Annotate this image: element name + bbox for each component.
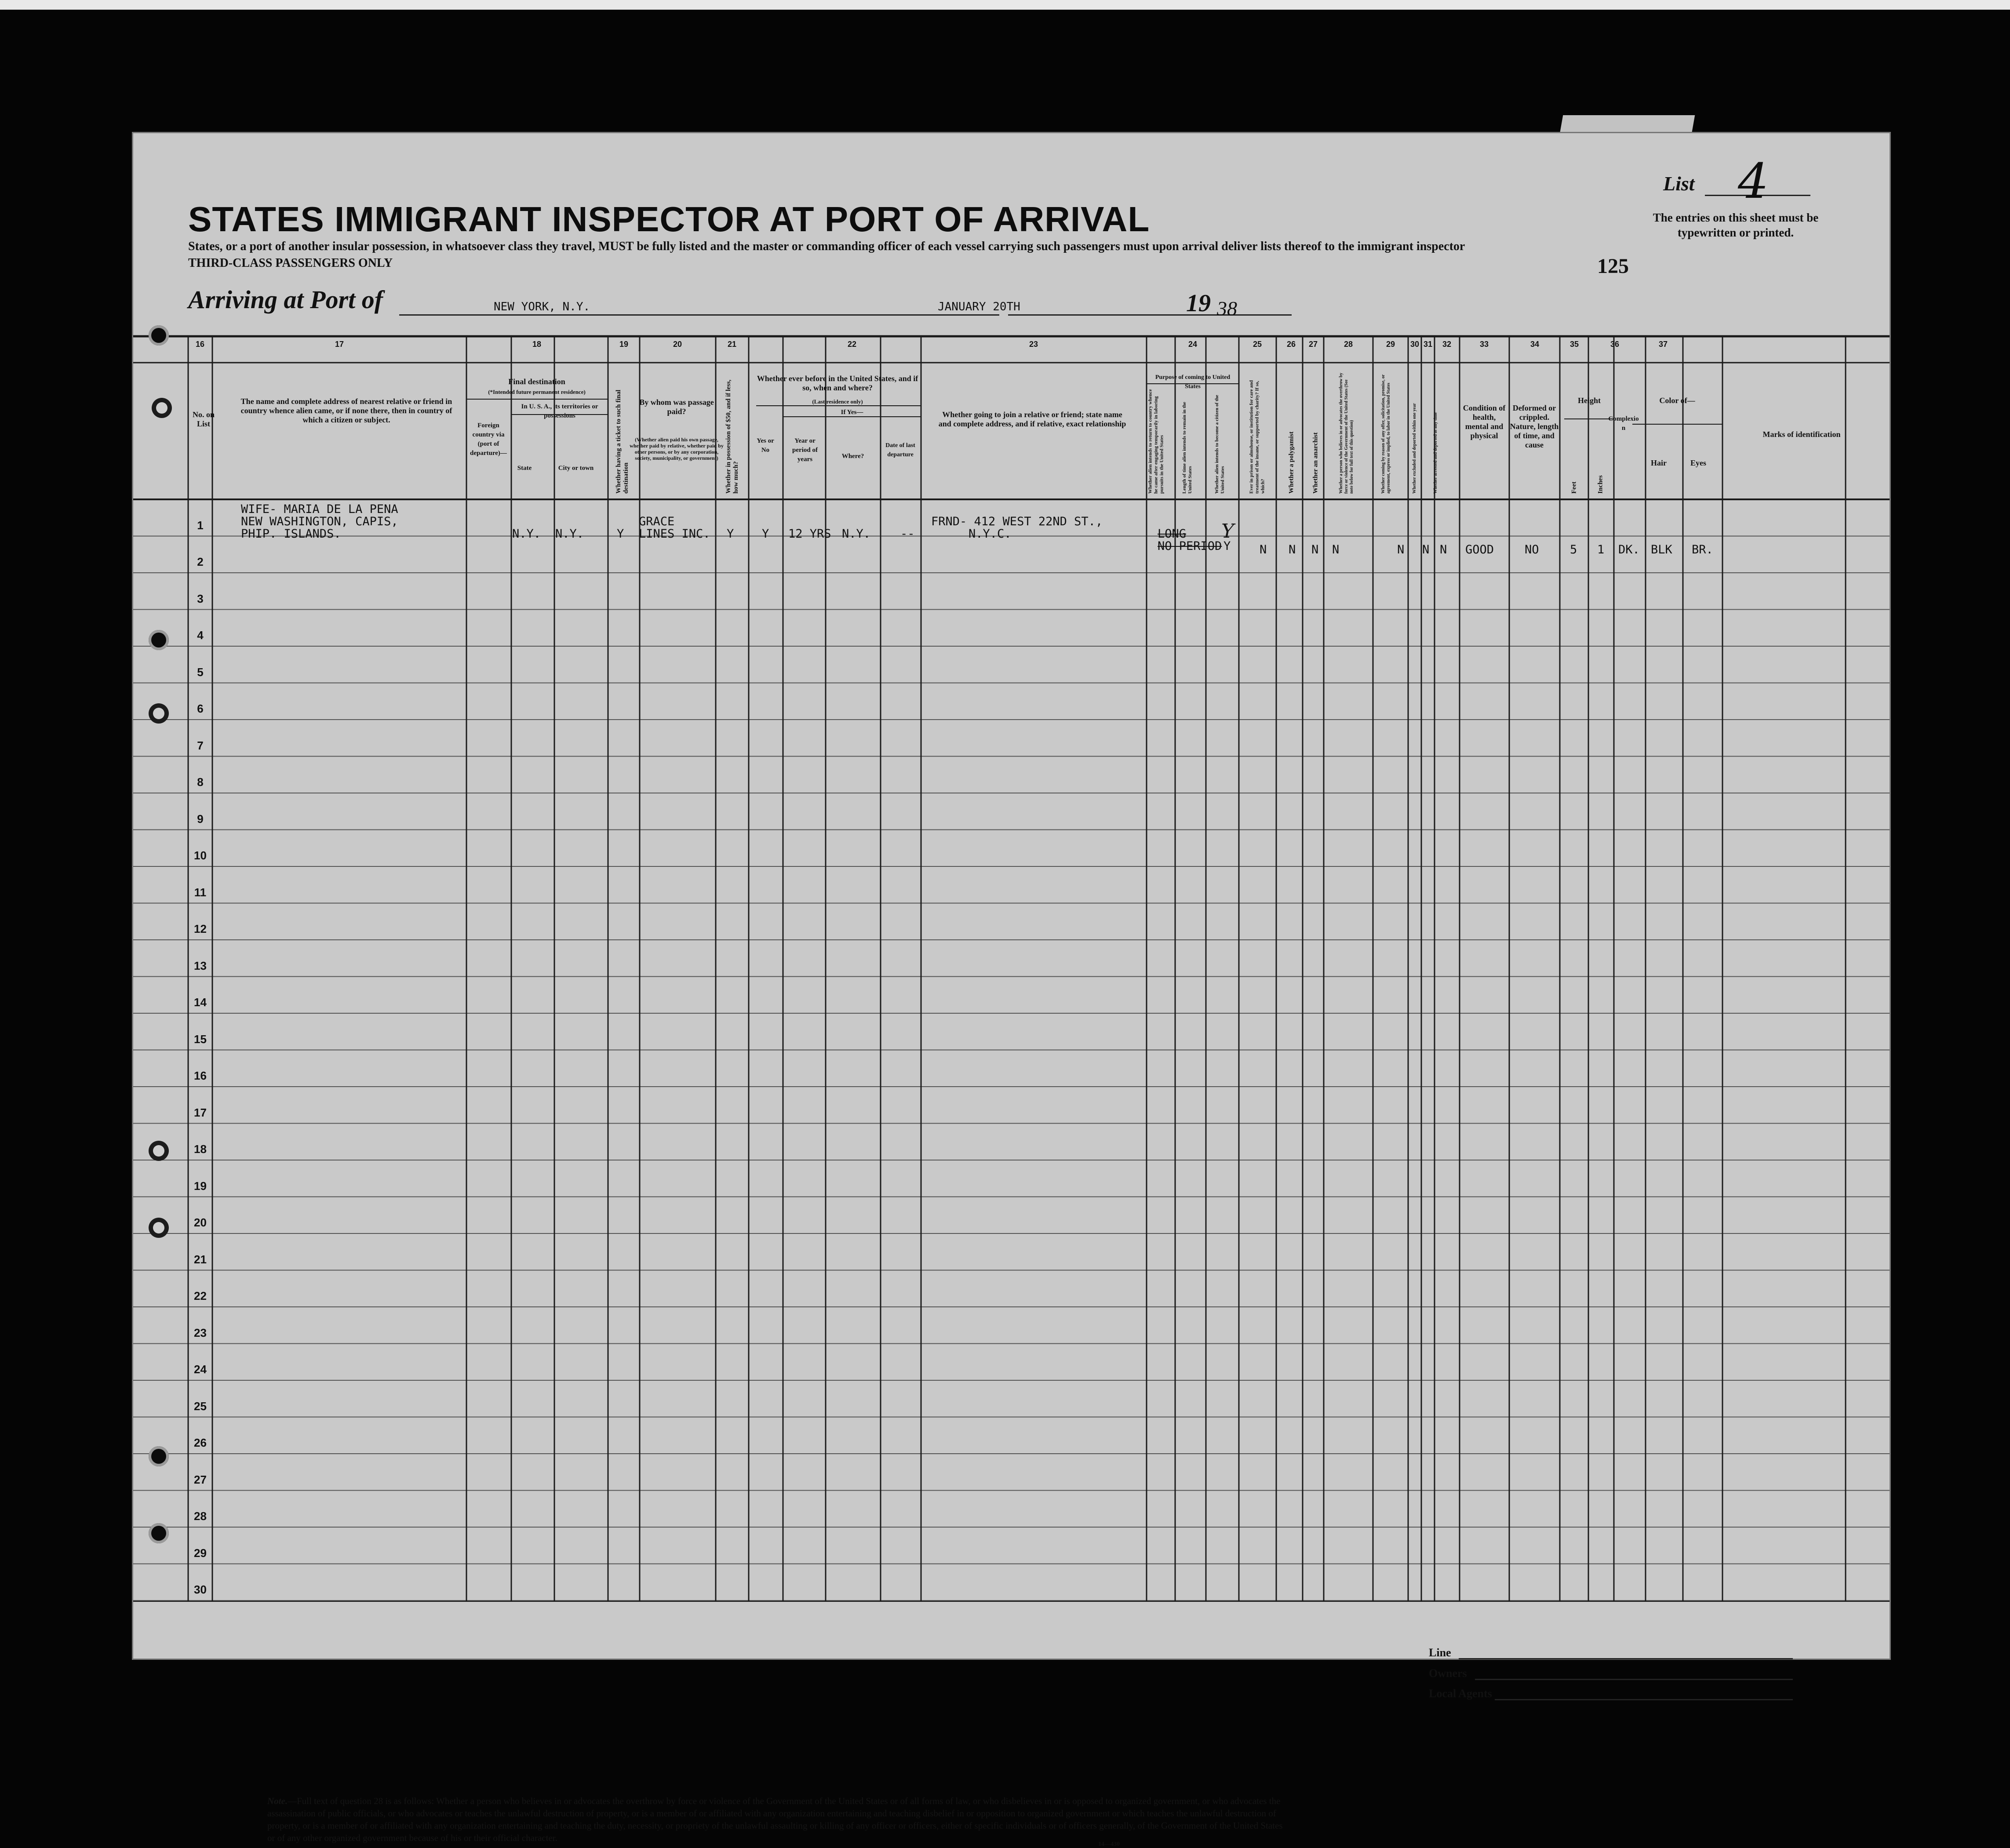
row-number: 25 — [194, 1399, 207, 1413]
entry-before: Y — [762, 527, 769, 541]
header-inches: Inches — [1597, 475, 1604, 494]
header-deformed: Deformed or crippled. Nature, length of time, and cause — [1510, 404, 1559, 449]
note-label: Note. — [267, 1796, 288, 1806]
row-number: 27 — [194, 1473, 207, 1486]
row-number: 3 — [197, 592, 204, 605]
column-number: 30 — [1410, 340, 1420, 349]
column-number: 23 — [1029, 340, 1038, 349]
column-number: 16 — [195, 340, 205, 349]
column-number: 37 — [1658, 340, 1668, 349]
class-note: THIRD-CLASS PASSENGERS ONLY — [188, 256, 393, 270]
entry-paid-line1: GRACE — [639, 515, 675, 528]
entry-q28: N — [1332, 543, 1340, 557]
date-value: JANUARY 20TH — [938, 300, 1020, 313]
column-number: 20 — [673, 340, 682, 349]
entry-relative-line3: PHIP. ISLANDS. — [241, 527, 341, 541]
entry-purpose-struck: LONG — [1158, 527, 1187, 541]
row-number: 15 — [194, 1032, 207, 1046]
binder-hole — [149, 1141, 169, 1161]
header-before-in-us: Whether ever before in the United States, and if so, when and where? — [757, 374, 918, 392]
header-q28: Whether a person who believes in or advocates the overthrow by force or violence of the Government of the United States (See note below for full text of this question) — [1339, 373, 1354, 494]
header-q31: Whether arrested and deported at any time — [1433, 412, 1438, 494]
header-foreign-country: Foreign country via (port of departure)— — [470, 422, 507, 457]
date-underline — [1008, 314, 1292, 316]
row-number: 8 — [197, 775, 204, 789]
port-value: NEW YORK, N.Y. — [494, 300, 590, 313]
entry-feet: 5 — [1570, 543, 1577, 557]
binder-hole — [149, 1446, 169, 1466]
row-number: 28 — [194, 1510, 207, 1523]
entry-q31: N — [1440, 543, 1447, 557]
entry-deformed: NO — [1525, 543, 1539, 557]
header-anarchist: Whether an anarchist — [1312, 432, 1319, 494]
header-final-destination-sub: (*Intended future permanent residence) — [488, 389, 586, 395]
entry-inches: 1 — [1597, 543, 1605, 557]
header-passage-paid: By whom was passage paid? — [639, 398, 714, 416]
entry-money: Y — [727, 527, 734, 541]
arriving-label: Arriving at Port of — [188, 285, 383, 314]
port-underline — [399, 314, 999, 316]
question-28-note — [267, 1795, 1292, 1844]
row-number: 13 — [194, 959, 207, 972]
header-in-usa: In U. S. A., its territories or possessions — [521, 403, 598, 419]
entry-ticket: Y — [617, 527, 624, 541]
top-edge-strip — [0, 0, 2010, 10]
header-date-departure: Date of last departure — [885, 442, 915, 458]
year-suffix: 38 — [1217, 297, 1237, 320]
binder-hole — [149, 703, 169, 724]
header-q30: Whether excluded and deported within one year — [1412, 403, 1417, 494]
row-number: 19 — [194, 1179, 207, 1193]
entry-q30: N — [1422, 543, 1430, 557]
year-prefix: 19 — [1186, 290, 1211, 317]
column-number: 27 — [1308, 340, 1318, 349]
column-number: 29 — [1386, 340, 1395, 349]
row-number: 9 — [197, 812, 204, 826]
row-number: 30 — [194, 1583, 207, 1596]
column-number: 33 — [1479, 340, 1489, 349]
entry-relative-line2: NEW WASHINGTON, CAPIS, — [241, 515, 398, 528]
row-number: 29 — [194, 1546, 207, 1560]
row-number: 21 — [194, 1252, 207, 1266]
header-condition: Condition of health, mental and physical — [1463, 404, 1506, 440]
line-field[interactable] — [1459, 1658, 1793, 1659]
table-grid — [133, 133, 1890, 1659]
form-subtitle: States, or a port of another insular possession, in whatsoever class they travel, MUST be fully listed and the master or commanding officer of each vessel carrying such passengers must upon arrival deliver lists thereof to the immigrant inspector — [188, 240, 1465, 253]
header-city: City or town — [558, 465, 594, 472]
binder-hole — [149, 325, 169, 346]
header-marks: Marks of identification — [1762, 430, 1841, 439]
column-number: 24 — [1188, 340, 1198, 349]
column-number: 26 — [1286, 340, 1296, 349]
header-complexion: Complexion — [1608, 415, 1639, 432]
entry-purpose-struck2: NO PERIOD — [1158, 539, 1222, 553]
form-title: STATES IMMIGRANT INSPECTOR AT PORT OF ARRIVAL — [188, 200, 1150, 239]
row-number: 14 — [194, 996, 207, 1009]
header-final-destination: Final destination — [508, 377, 565, 386]
header-color-of: Color of— — [1659, 396, 1695, 405]
header-state: State — [517, 465, 532, 472]
column-number: 19 — [619, 340, 629, 349]
row-number: 18 — [194, 1142, 207, 1156]
column-number: 31 — [1423, 340, 1433, 349]
row-number: 16 — [194, 1069, 207, 1082]
column-number: 28 — [1344, 340, 1353, 349]
column-number: 22 — [847, 340, 857, 349]
entry-condition: GOOD — [1465, 543, 1494, 557]
header-if-yes: If Yes— — [841, 409, 863, 416]
entry-paid-line2: LINES INC. — [639, 527, 710, 541]
local-agents-field[interactable] — [1495, 1699, 1793, 1700]
owners-field[interactable] — [1475, 1679, 1793, 1680]
list-label: List — [1663, 172, 1695, 195]
entry-state: N.Y. — [512, 527, 541, 541]
row-number: 6 — [197, 702, 204, 715]
entry-years: 12 YRS — [788, 527, 831, 541]
entry-anarchist: N — [1311, 543, 1319, 557]
row-number: 17 — [194, 1106, 207, 1119]
column-number: 25 — [1253, 340, 1262, 349]
header-purpose: Purpose of coming to United States — [1155, 374, 1231, 390]
note-text: —Full text of question 28 is as follows: Whether a person who believes in or advocates the overthrow by force or violence of the Government of the United States or of all forms of law, or who disbelieves in or is opposed to organized government, or who advocates the assassination of public officials, or who advocates or teaches the unlawful destruction of property, or is a member of or affiliated with any organization entertaining and teaching disbelief in or opposition to organized government or which teaches the unlawful destruction of property, or is a member of or affiliated with any organization entertaining and teaching the duty, necessity, or propriety of the unlawful assaulting or killing of any officer or officers, either of specific individuals or of officers generally, of the Government of the United States or of any other organized government because of his or their official character. — [267, 1796, 1283, 1843]
header-year-period: Year or period of years — [792, 437, 818, 463]
row-number: 4 — [197, 629, 204, 642]
header-eyes: Eyes — [1690, 458, 1706, 467]
row-number: 7 — [197, 738, 204, 752]
entry-where: N.Y. — [842, 527, 871, 541]
header-purpose-length: Length of time alien intends to remain in the United States — [1182, 402, 1193, 494]
local-agents-label: Local Agents — [1429, 1687, 1492, 1700]
header-prison: Ever in prison or almshouse, or institution for care and treatment of the insane, or supported by charity? If so, which? — [1249, 380, 1266, 494]
entry-join-line1: FRND- 412 WEST 22ND ST., — [931, 515, 1103, 528]
entry-join-line2: N.Y.C. — [969, 527, 1012, 541]
row-number: 2 — [197, 555, 204, 568]
header-q29: Whether coming by reason of any offer, solicitation, promise, or agreement, express or implied, to labor in the United States — [1381, 374, 1391, 494]
entry-relative-line1: WIFE- MARIA DE LA PENA — [241, 502, 398, 516]
entry-citizen: Y — [1223, 539, 1231, 553]
header-relative-address: The name and complete address of nearest relative or friend in country whence alien came, or if none there, then in country of which a citizen or subject. — [240, 397, 452, 424]
header-polygamist: Whether a polygamist — [1288, 431, 1295, 494]
header-purpose-return: Whether alien intends to return to country whence he came after engaging temporarily in laboring pursuits in the United States — [1147, 389, 1165, 494]
entry-hair: BLK — [1651, 543, 1672, 557]
entry-polygamist: N — [1289, 543, 1296, 557]
line-label: Line — [1429, 1646, 1451, 1659]
column-number: 36 — [1610, 340, 1620, 349]
header-purpose-citizen: Whether alien intends to become a citizen of the United States — [1214, 395, 1225, 494]
entry-departure: -- — [900, 527, 915, 541]
row-number: 10 — [194, 849, 207, 862]
binder-hole — [152, 398, 172, 418]
header-height: Height — [1578, 396, 1601, 405]
header-hair: Hair — [1651, 458, 1667, 467]
row-number: 24 — [194, 1363, 207, 1376]
page-number: 125 — [1597, 255, 1629, 278]
row-number: 26 — [194, 1436, 207, 1449]
column-number: 18 — [532, 340, 542, 349]
header-last-residence: (Last residence only) — [812, 398, 863, 405]
owners-label: Owners — [1429, 1667, 1467, 1680]
row-number: 1 — [197, 518, 204, 532]
list-number: 4 — [1738, 153, 1769, 209]
entry-eyes: BR. — [1692, 543, 1713, 557]
entry-purpose-handwritten: Y — [1221, 520, 1234, 542]
row-number: 20 — [194, 1216, 207, 1229]
row-number: 12 — [194, 922, 207, 935]
form-number: 14—430 — [1098, 1841, 1120, 1848]
column-number: 17 — [335, 340, 344, 349]
row-number: 22 — [194, 1289, 207, 1302]
header-ticket: Whether having a ticket to such final destination — [615, 389, 630, 494]
entry-city: N.Y. — [555, 527, 584, 541]
column-number: 34 — [1530, 340, 1540, 349]
binder-hole — [149, 1523, 169, 1543]
column-number: 32 — [1442, 340, 1452, 349]
entry-complexion: DK. — [1618, 543, 1640, 557]
entry-prison: N — [1260, 543, 1267, 557]
entry-q29: N — [1397, 543, 1405, 557]
binder-hole — [149, 630, 169, 650]
header-passage-paid-sub: (Whether alien paid his own passage, whether paid by relative, whether paid by other persons, or by any corporation, society, municipality, or government) — [630, 437, 724, 461]
header-feet: Feet — [1570, 481, 1578, 494]
column-number: 35 — [1569, 340, 1579, 349]
column-number: 21 — [727, 340, 737, 349]
row-number: 11 — [194, 885, 207, 899]
header-no-on-list: No. on List — [192, 410, 215, 428]
row-number: 5 — [197, 665, 204, 679]
header-money: Whether in possession of $50, and if less, how much? — [725, 379, 739, 494]
header-where: Where? — [841, 453, 864, 460]
row-number: 23 — [194, 1326, 207, 1339]
header-yes-or-no: Yes or No — [757, 437, 774, 454]
binder-hole — [149, 1218, 169, 1238]
header-join-relative: Whether going to join a relative or friend; state name and complete address, and if relative, exact relationship — [938, 410, 1126, 428]
entries-note: The entries on this sheet must be typewritten or printed. — [1653, 211, 1819, 239]
